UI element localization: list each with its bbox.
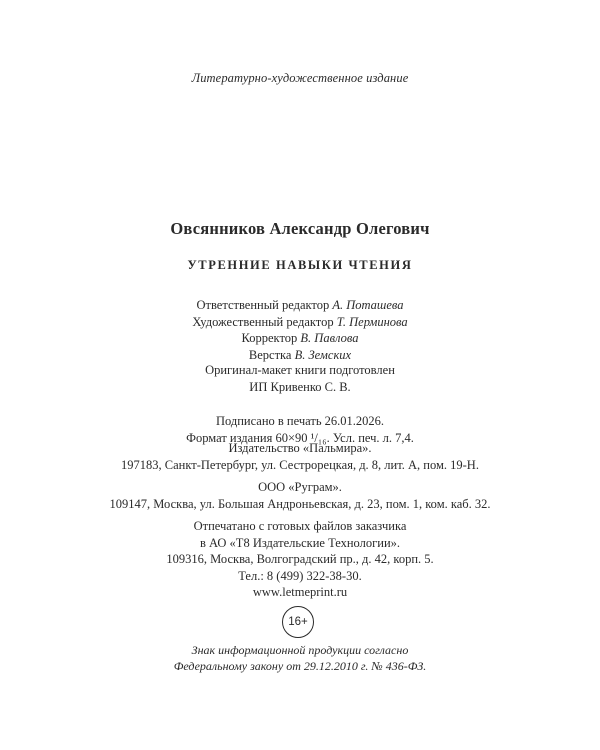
notice-line: Знак информационной продукции согласно (191, 643, 409, 657)
age-rating-badge: 16+ (282, 606, 314, 638)
credit-role: Ответственный редактор (196, 298, 330, 312)
printer-address: 109316, Москва, Волгоградский пр., д. 42, корп. 5. (166, 552, 434, 566)
layout-maker-block (0, 362, 600, 395)
credit-name: Т. Перминова (336, 314, 408, 329)
company-address: 109147, Москва, ул. Большая Андроньевская, д. 23, пом. 1, ком. каб. 32. (109, 496, 491, 511)
publisher-address: 197183, Санкт-Петербург, ул. Сестрорецкая, д. 8, лит. А, пом. 19-Н. (121, 457, 479, 472)
publisher-block (0, 440, 600, 473)
credit-name: А. Поташева (332, 298, 404, 312)
credit-role: Корректор (241, 331, 298, 345)
credit-name: В. Павлова (300, 331, 359, 345)
company-block (0, 479, 600, 512)
printer-website: www.letmeprint.ru (252, 585, 348, 599)
book-title: УТРЕННИЕ НАВЫКИ ЧТЕНИЯ (187, 258, 413, 272)
print-format: Формат издания 60×90 ¹/₁₆. Усл. печ. л. 7,4. (186, 430, 414, 445)
signed-date: Подписано в печать 26.01.2026. (215, 414, 385, 428)
printer-block (0, 518, 600, 601)
info-notice (0, 642, 600, 674)
credit-name: В. Земских (294, 347, 352, 362)
credit-line (0, 330, 600, 347)
credit-line (0, 314, 600, 331)
credit-role: Верстка (248, 347, 292, 362)
layout-maker-line: Оригинал-макет книги подготовлен (205, 363, 395, 377)
credit-role: Художественный редактор (192, 314, 334, 329)
author-name: Овсянников Александр Олегович (170, 219, 430, 238)
publisher-name: Издательство «Пальмира». (228, 441, 372, 455)
credit-line (0, 347, 600, 364)
company-name: ООО «Руграм». (258, 480, 342, 494)
notice-line: Федеральному закону от 29.12.2010 г. № 436-ФЗ. (173, 659, 427, 673)
credits-block (0, 297, 600, 363)
edition-type: Литературно-художественное издание (191, 71, 409, 85)
credit-line (0, 297, 600, 314)
printer-line: Отпечатано с готовых файлов заказчика (193, 519, 407, 533)
printer-line: в АО «Т8 Издательские Технологии». (199, 535, 401, 550)
layout-maker-name: ИП Кривенко С. В. (249, 379, 351, 394)
printer-phone: Тел.: 8 (499) 322-38-30. (238, 568, 362, 583)
